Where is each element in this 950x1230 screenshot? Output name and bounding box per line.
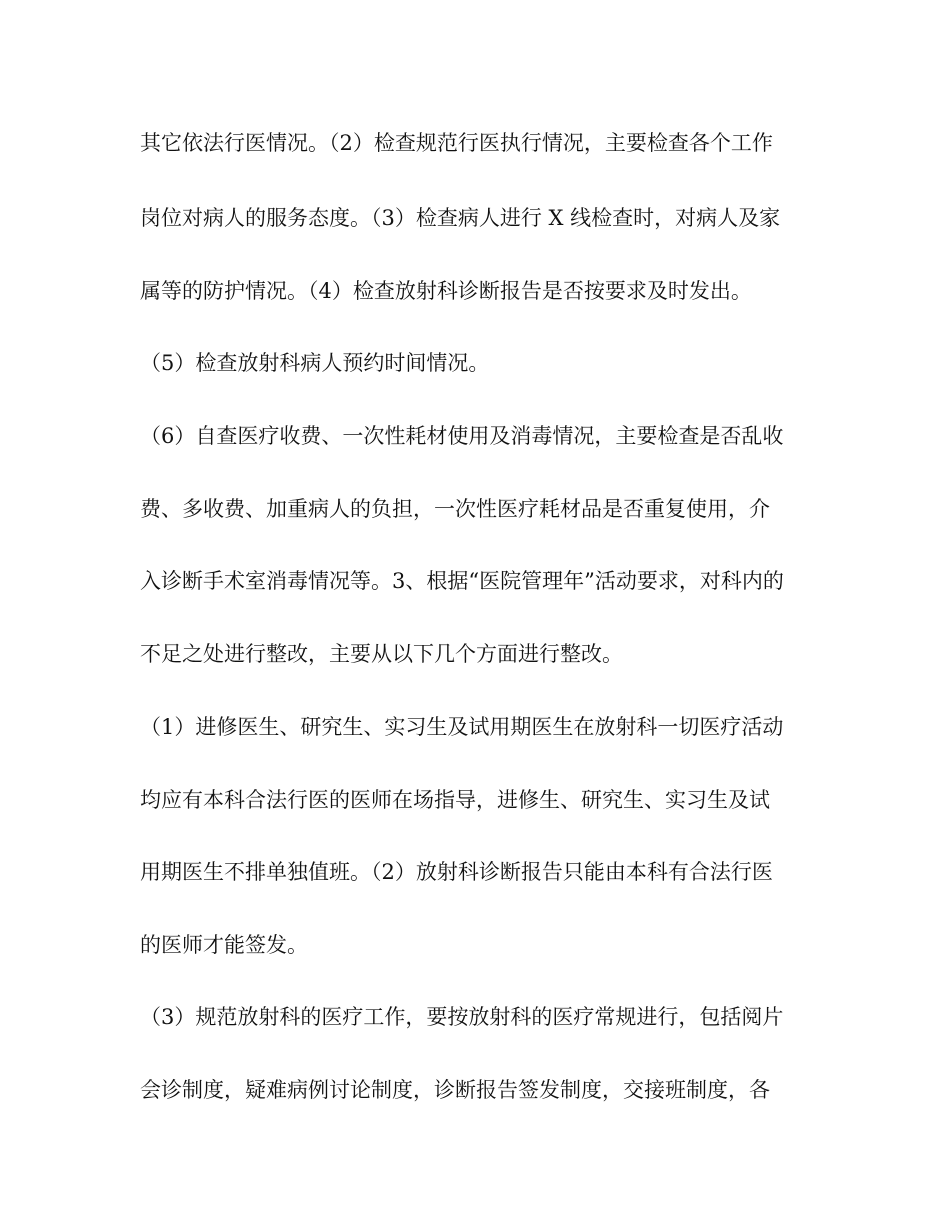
text-line: （3）规范放射科的医疗工作，要按放射科的医疗常规进行，包括阅片: [140, 1005, 784, 1029]
text-line: 不足之处进行整改，主要从以下几个方面进行整改。: [140, 642, 623, 666]
text-line: （6）自查医疗收费、一次性耗材使用及消毒情况，主要检查是否乱收: [140, 424, 784, 448]
text-line: 属等的防护情况。（4）检查放射科诊断报告是否按要求及时发出。: [140, 279, 752, 303]
text-line: 的医师才能签发。: [140, 933, 308, 957]
text-line: （5）检查放射科病人预约时间情况。: [140, 351, 490, 375]
text-line: 其它依法行医情况。（2）检查规范行医执行情况，主要检查各个工作: [140, 131, 773, 155]
text-line: （1）进修医生、研究生、实习生及试用期医生在放射科一切医疗活动: [140, 715, 784, 739]
text-line: 岗位对病人的服务态度。（3）检查病人进行 X 线检查时，对病人及家: [140, 206, 781, 230]
text-line: 费、多收费、加重病人的负担，一次性医疗耗材品是否重复使用，介: [140, 497, 770, 521]
text-line: 入诊断手术室消毒情况等。3、根据“医院管理年”活动要求，对科内的: [140, 569, 784, 593]
text-line: 用期医生不排单独值班。（2）放射科诊断报告只能由本科有合法行医: [140, 860, 773, 884]
text-line: 均应有本科合法行医的医师在场指导，进修生、研究生、实习生及试: [140, 788, 770, 812]
text-line: 会诊制度，疑难病例讨论制度，诊断报告签发制度，交接班制度，各: [140, 1078, 770, 1102]
